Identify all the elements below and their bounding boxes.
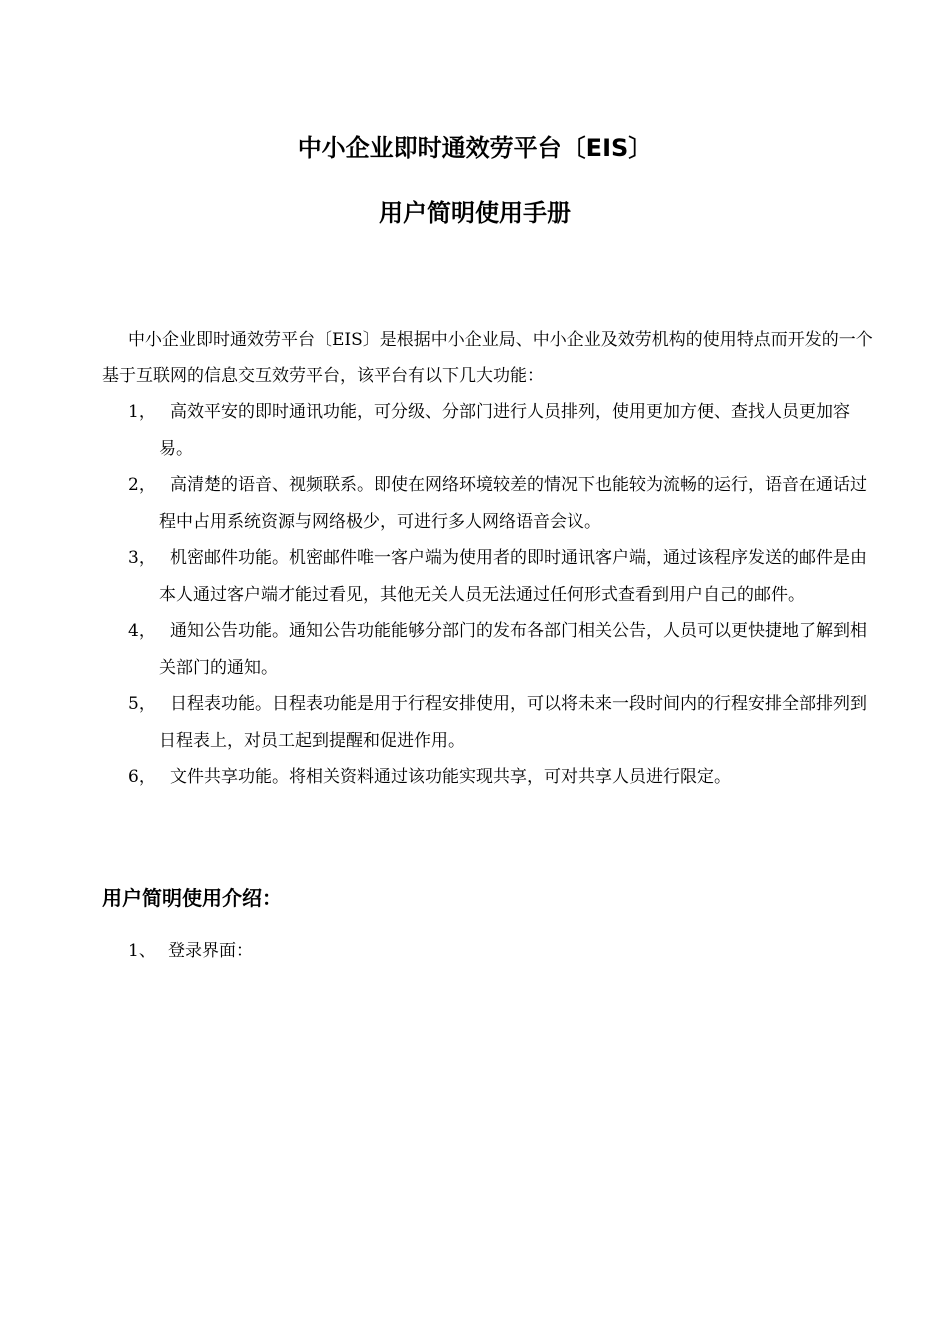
- feature-item-3: [102, 540, 878, 613]
- feature-number: 3，: [128, 548, 156, 568]
- feature-number: 1，: [128, 402, 156, 422]
- document-title: 中小企业即时通效劳平台〔EIS〕: [297, 134, 653, 162]
- step-number: 1、: [128, 941, 156, 961]
- feature-number: 2，: [128, 475, 156, 495]
- document-subtitle: 用户简明使用手册: [379, 199, 571, 227]
- feature-text: 日程表功能。日程表功能是用于行程安排使用，可以将未来一段时间内的行程安排全部排列到日程表上，对员工起到提醒和促进作用。: [159, 694, 867, 751]
- feature-item-6: [102, 759, 878, 796]
- feature-number: 6，: [128, 767, 156, 787]
- feature-text: 通知公告功能。通知公告功能能够分部门的发布各部门相关公告，人员可以更快捷地了解到相关部门的通知。: [159, 621, 867, 678]
- feature-number: 4，: [128, 621, 156, 641]
- feature-text: 文件共享功能。将相关资料通过该功能实现共享，可对共享人员进行限定。: [170, 767, 731, 787]
- feature-item-4: [102, 613, 878, 686]
- feature-text: 高效平安的即时通讯功能，可分级、分部门进行人员排列，使用更加方便、查找人员更加容易。: [159, 402, 850, 459]
- feature-item-5: [102, 686, 878, 759]
- feature-number: 5，: [128, 694, 156, 714]
- section-heading: 用户简明使用介绍：: [102, 886, 282, 910]
- feature-item-2: [102, 467, 878, 540]
- feature-text: 高清楚的语音、视频联系。即使在网络环境较差的情况下也能较为流畅的运行，语音在通话过程中占用系统资源与网络极少，可进行多人网络语音会议。: [159, 475, 867, 532]
- intro-paragraph: 中小企业即时通效劳平台〔EIS〕是根据中小企业局、中小企业及效劳机构的使用特点而开发的一个基于互联网的信息交互效劳平台，该平台有以下几大功能：: [102, 330, 873, 386]
- step-item-1: [128, 933, 253, 969]
- feature-list: [102, 394, 878, 796]
- step-text: 登录界面：: [168, 941, 253, 961]
- feature-item-1: [102, 394, 878, 467]
- feature-text: 机密邮件功能。机密邮件唯一客户端为使用者的即时通讯客户端，通过该程序发送的邮件是由本人通过客户端才能过看见，其他无关人员无法通过任何形式查看到用户自己的邮件。: [159, 548, 867, 605]
